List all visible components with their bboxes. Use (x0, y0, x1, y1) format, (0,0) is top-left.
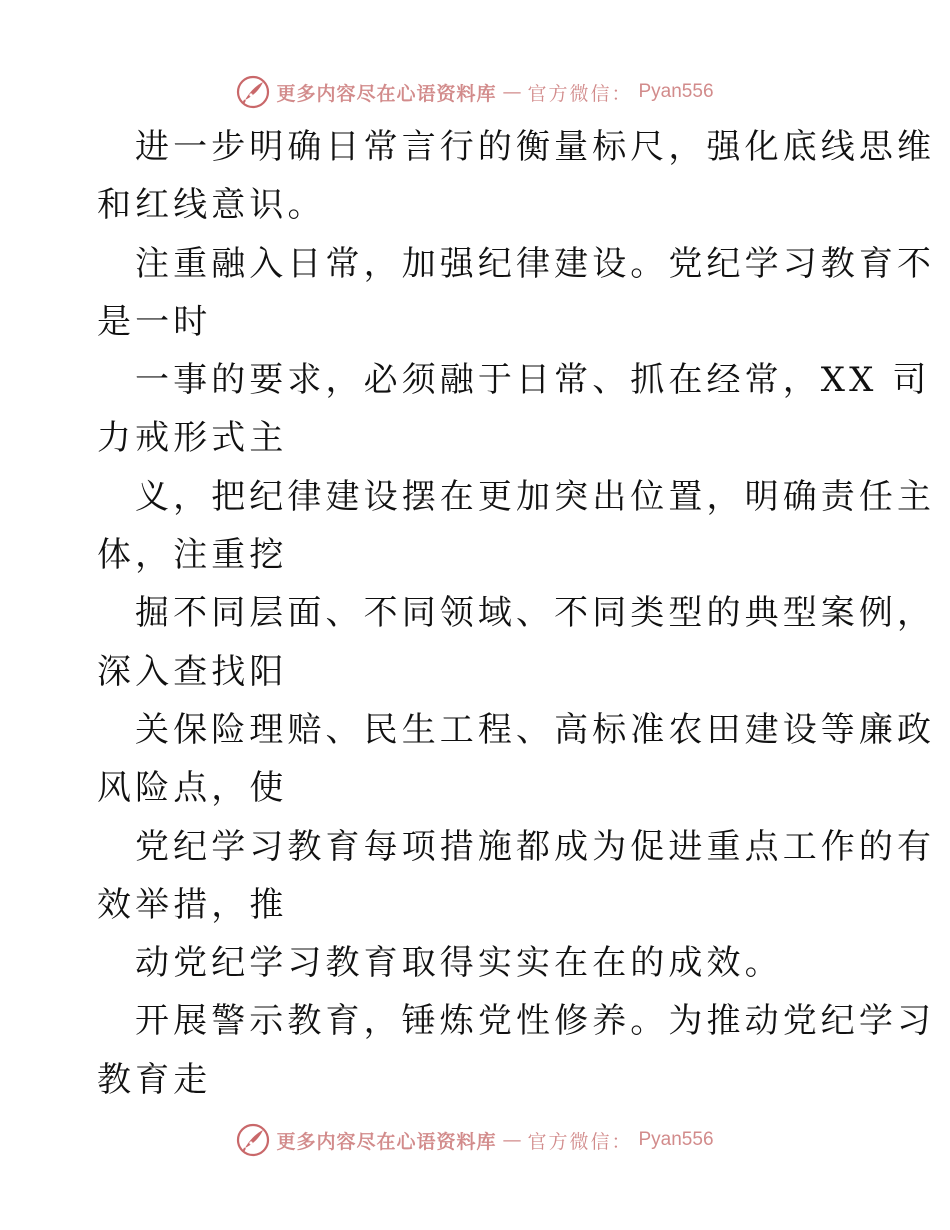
document-line: 掘不同层面、不同领域、不同类型的典型案例， (135, 593, 936, 634)
document-line: 一事的要求，必须融于日常、抓在经常，XX 司 (135, 360, 931, 401)
document-line: 进一步明确日常言行的衡量标尺，强化底线思维 (135, 127, 936, 167)
document-line: 体，注重挖 (97, 535, 288, 576)
document-body (97, 118, 936, 1109)
document-line: 关保险理赔、民生工程、高标准农田建设等廉政 (135, 709, 936, 750)
document-line: 党纪学习教育每项措施都成为促进重点工作的有 (135, 826, 936, 867)
page-header-watermark (0, 72, 950, 112)
page-footer-watermark (0, 1120, 950, 1160)
document-line: 力戒形式主 (97, 418, 288, 459)
document-line: 是一时 (97, 301, 212, 342)
document-line: 深入查找阳 (97, 651, 288, 692)
document-line: 开展警示教育，锤炼党性修养。为推动党纪学习 (135, 1001, 936, 1042)
document-line: 注重融入日常，加强纪律建设。党纪学习教育不 (135, 243, 936, 284)
watermark-wechat-id: Pyan556 (638, 1129, 714, 1150)
watermark-main-text: 更多内容尽在心语资料库 (276, 82, 497, 105)
watermark-separator: — (502, 81, 522, 103)
document-line: 教育走 (97, 1059, 212, 1100)
quill-pen-logo-icon (236, 75, 270, 109)
document-line: 和红线意识。 (97, 185, 326, 226)
watermark-main-text: 更多内容尽在心语资料库 (276, 1130, 497, 1153)
document-line: 义，把纪律建设摆在更加突出位置，明确责任主 (135, 476, 936, 517)
watermark-wechat-id: Pyan556 (638, 81, 714, 102)
watermark-wechat-label: 官方微信： (527, 82, 633, 105)
document-line: 动党纪学习教育取得实实在在的成效。 (135, 943, 783, 984)
document-line: 风险点，使 (97, 768, 288, 809)
watermark-wechat-label: 官方微信： (527, 1130, 633, 1153)
quill-pen-logo-icon (236, 1123, 270, 1157)
document-line: 效举措，推 (97, 884, 288, 925)
watermark-separator: — (502, 1129, 522, 1151)
